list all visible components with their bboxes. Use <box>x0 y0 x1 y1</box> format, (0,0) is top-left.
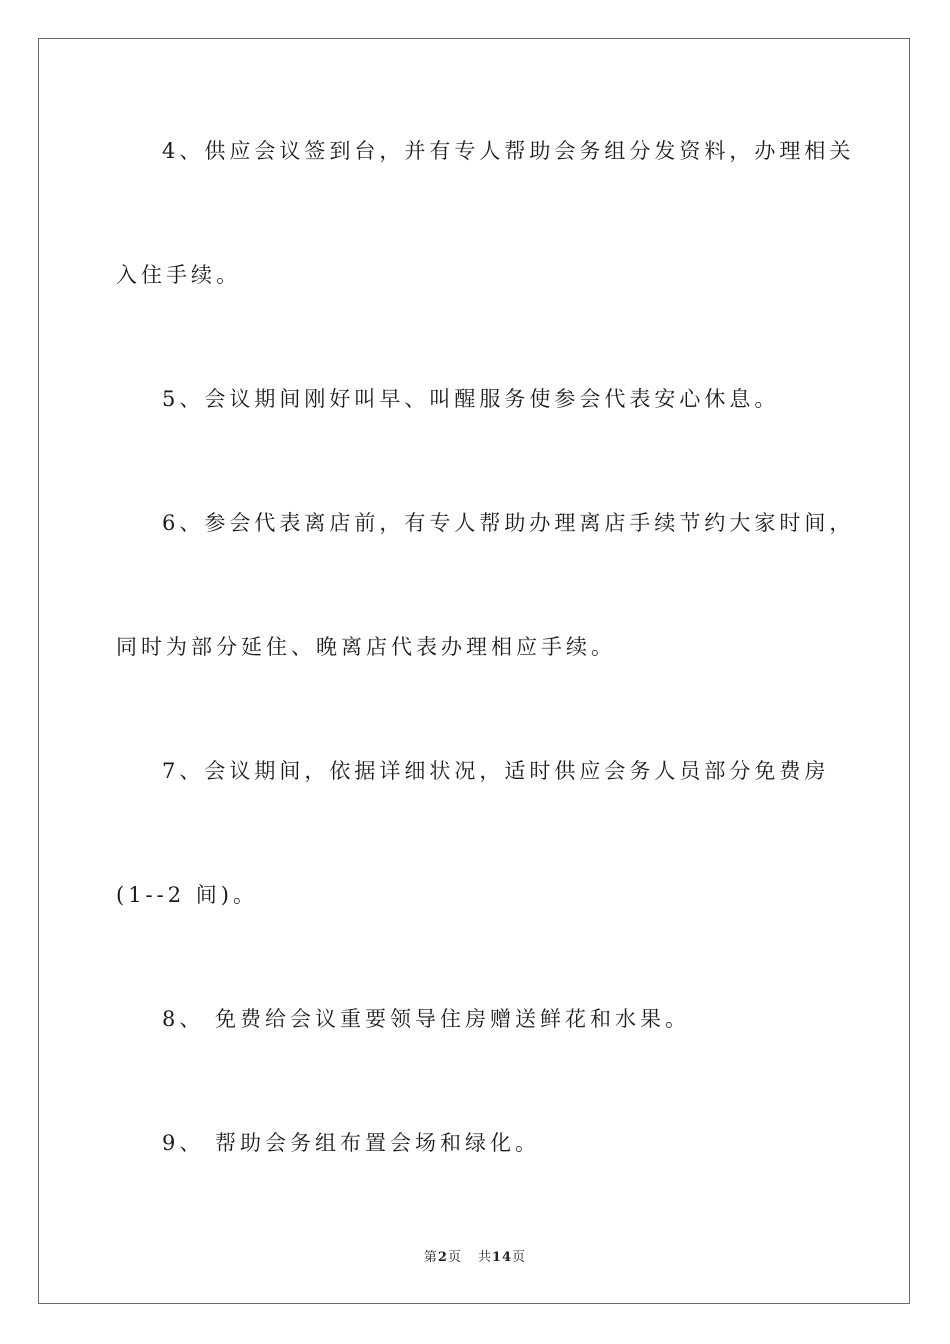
paragraph-8-line-1: 8、 免费给会议重要领导住房赠送鲜花和水果。 <box>162 1007 691 1031</box>
paragraph-4-line-2: 入住手续。 <box>116 263 241 287</box>
paragraph-4-line-1: 4、供应会议签到台，并有专人帮助会务组分发资料，办理相关 <box>162 139 855 163</box>
page-prefix: 第 <box>423 1250 438 1265</box>
total-pages: 14 <box>491 1250 513 1265</box>
paragraph-7-line-2: (1--2 间)。 <box>116 883 258 907</box>
page-number: 2 <box>437 1250 448 1265</box>
page-footer <box>0 1246 950 1265</box>
total-prefix: 共 <box>477 1250 492 1265</box>
page-suffix: 页 <box>447 1250 462 1265</box>
paragraph-6-line-2: 同时为部分延住、晚离店代表办理相应手续。 <box>116 635 616 659</box>
paragraph-5-line-1: 5、会议期间刚好叫早、叫醒服务使参会代表安心休息。 <box>162 387 780 411</box>
paragraph-9-line-1: 9、 帮助会务组布置会场和绿化。 <box>162 1131 541 1155</box>
paragraph-6-line-1: 6、参会代表离店前，有专人帮助办理离店手续节约大家时间， <box>162 511 855 535</box>
total-suffix: 页 <box>512 1250 527 1265</box>
paragraph-7-line-1: 7、会议期间，依据详细状况，适时供应会务人员部分免费房 <box>162 759 830 783</box>
page-border <box>38 38 910 1304</box>
